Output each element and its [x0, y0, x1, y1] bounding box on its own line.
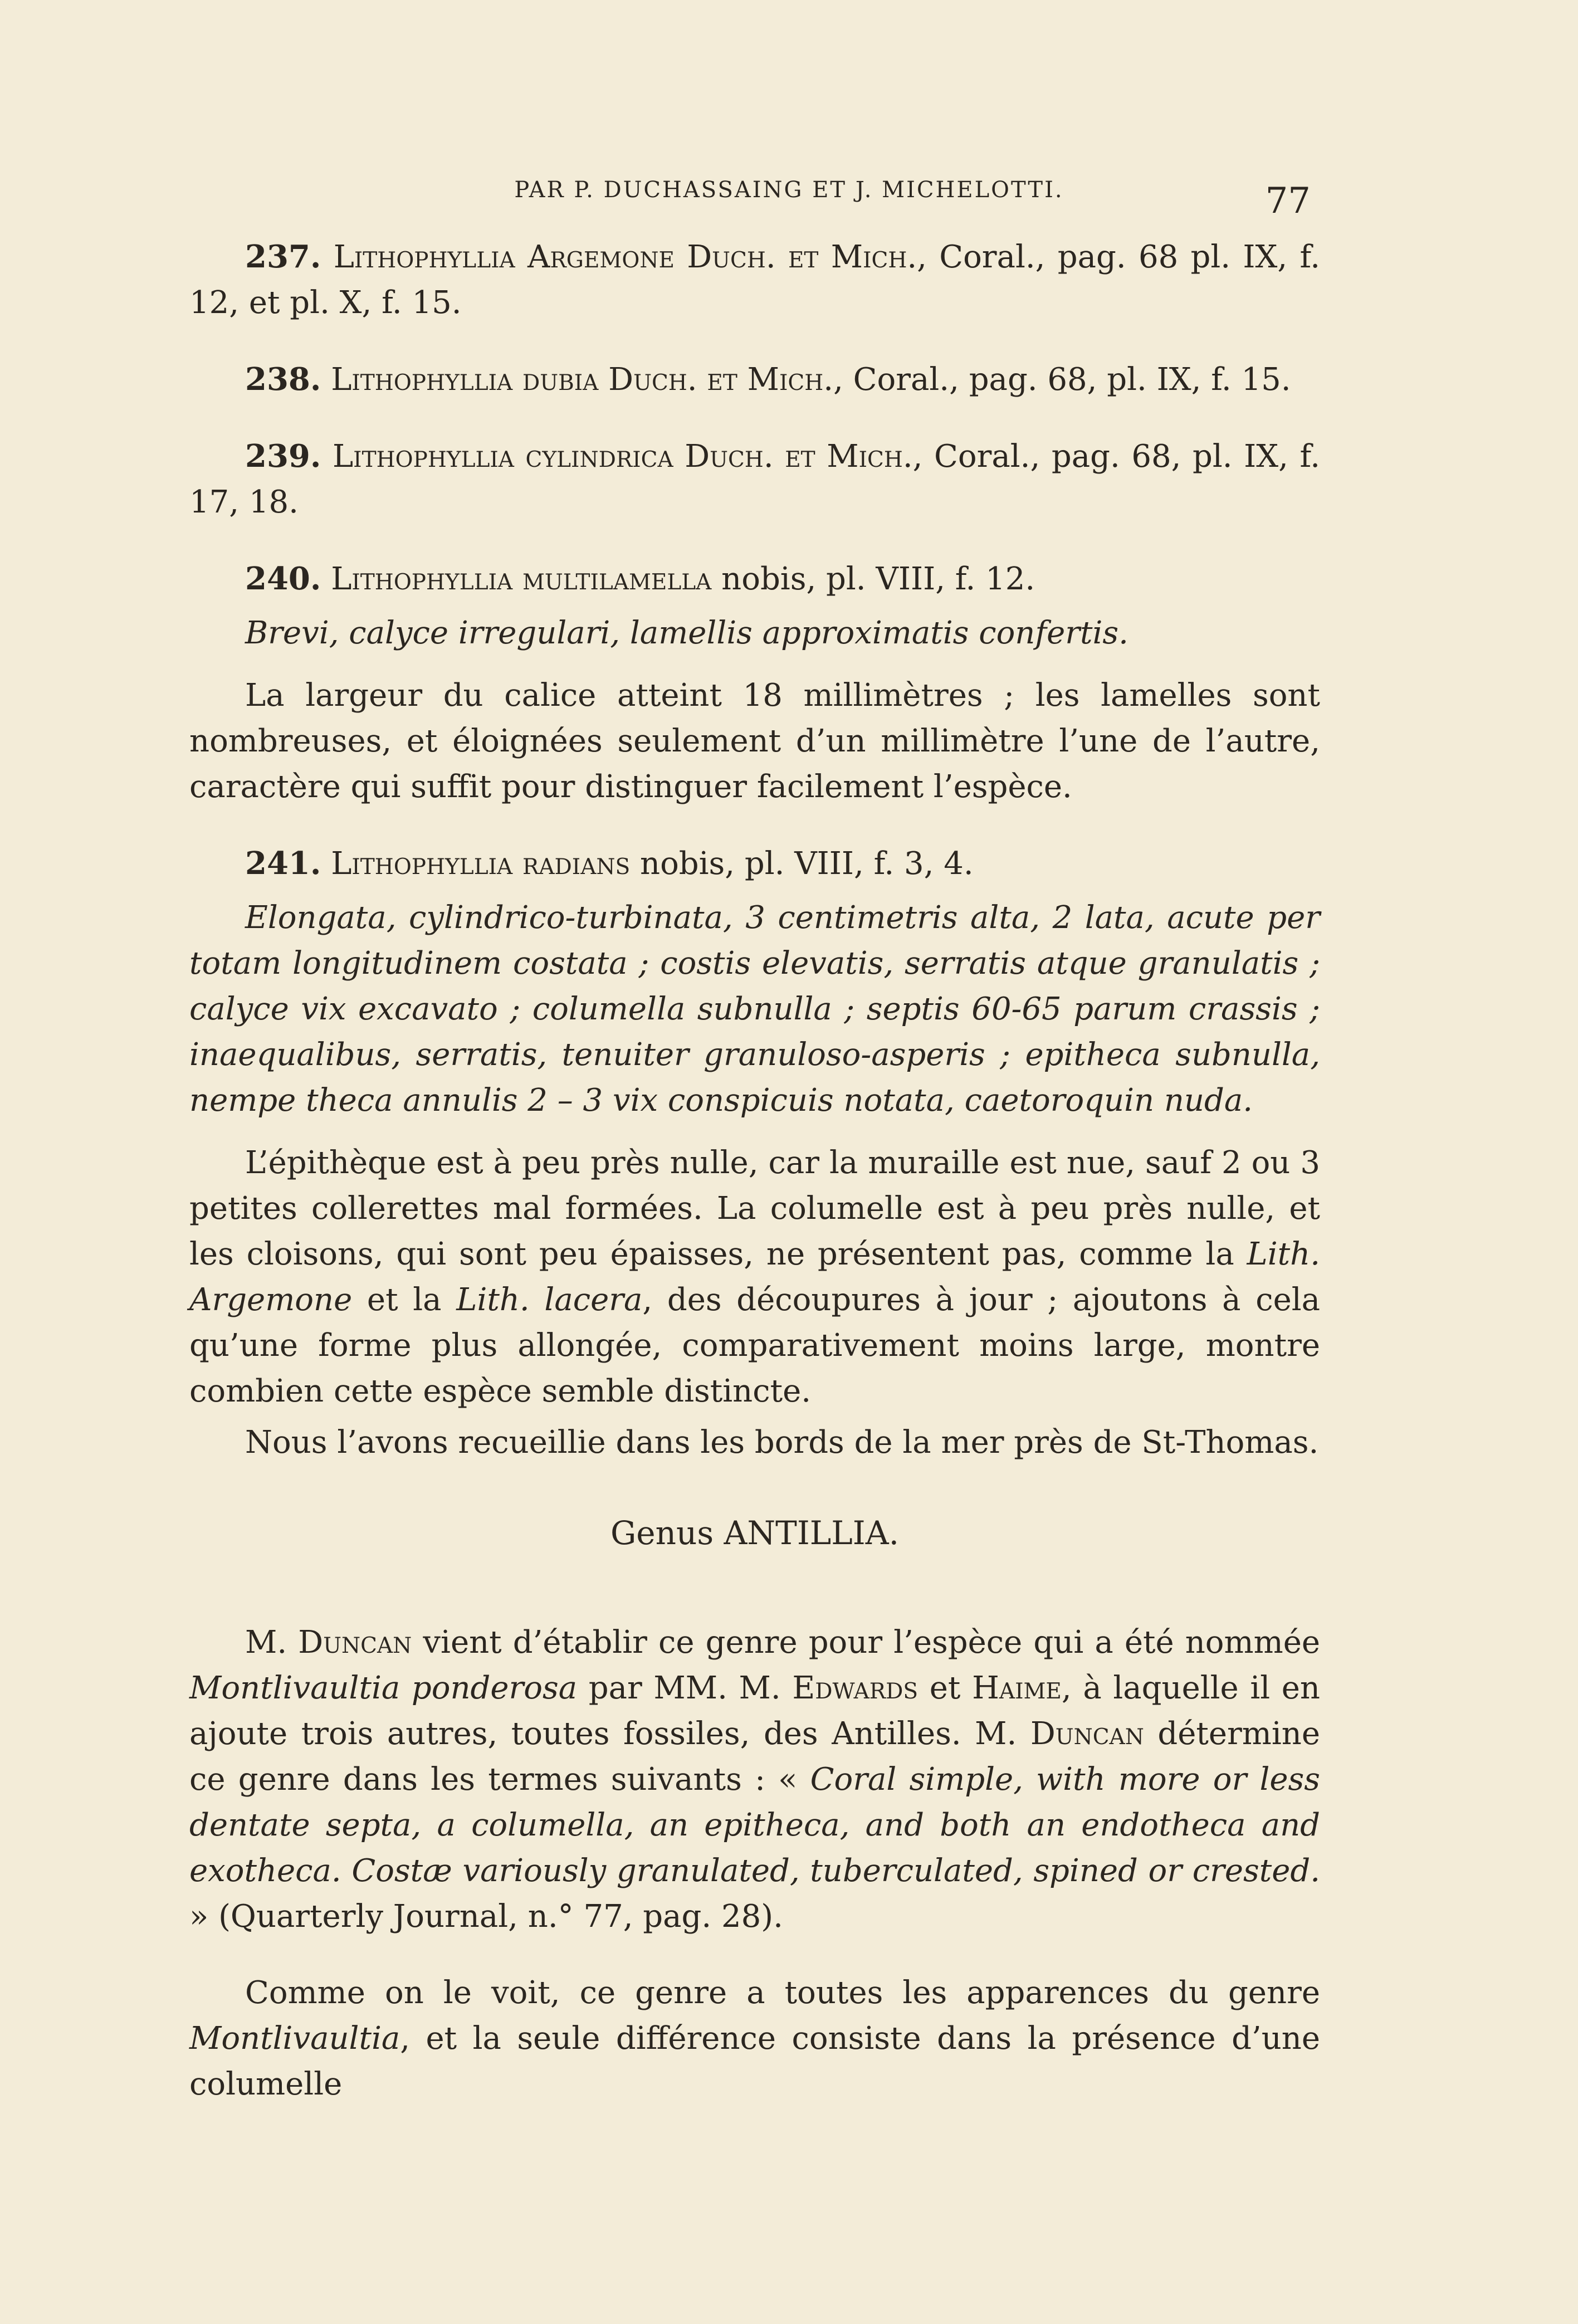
antillia-paragraph-2: [189, 1970, 1320, 2107]
author-name: Duncan: [298, 1624, 412, 1661]
entry-number: 241.: [245, 845, 321, 882]
authors: Duch. et Mich.: [608, 362, 834, 398]
author-name: Edwards: [792, 1670, 919, 1706]
text: détermine ce genre dans les termes suivants : «: [189, 1716, 1321, 1798]
entry-241: [189, 841, 1320, 887]
author-name: Duncan: [1030, 1716, 1144, 1752]
entry-239: [189, 433, 1320, 525]
species-name: cylindrica: [525, 438, 673, 475]
description-241: [189, 1140, 1320, 1414]
genus-heading: Genus ANTILLIA.: [610, 1514, 900, 1552]
entry-238: [189, 357, 1320, 403]
text: M.: [245, 1624, 299, 1661]
text: , des découpures à jour ; ajoutons à cela qu’une forme plus allongée, comparativement moins large, montre combien cette espèce semble distincte.: [189, 1282, 1321, 1409]
genus-name: Lithophyllia: [332, 438, 514, 475]
species-name: dubia: [522, 362, 599, 398]
running-head: PAR P. DUCHASSAING ET J. MICHELOTTI.: [514, 177, 1064, 203]
text: , à laquelle il en ajoute trois autres, toutes fossiles, des Antilles. M.: [189, 1670, 1320, 1752]
text: , et la seule différence consiste dans la présence d’une columelle: [189, 2020, 1320, 2102]
reference: nobis, pl. VIII, f. 12.: [711, 561, 1035, 597]
text: » (Quarterly Journal, n.° 77, pag. 28).: [189, 1898, 783, 1935]
entry-240: [189, 556, 1320, 602]
latin-diagnosis-240: Brevi, calyce irregulari, lamellis approximatis confertis.: [245, 615, 1128, 651]
entry-237: [189, 234, 1320, 326]
text: et la: [352, 1282, 457, 1318]
reference: , Coral., pag. 68, pl. IX, f. 15.: [833, 362, 1291, 398]
text: par MM. M.: [577, 1670, 793, 1706]
authors: Duch. et Mich.: [685, 438, 913, 475]
author-name: Haime: [972, 1670, 1062, 1706]
entry-number: 239.: [245, 438, 321, 475]
entry-number: 237.: [245, 238, 321, 275]
genus-name: Lithophyllia: [333, 239, 515, 275]
species-name: multilamella: [522, 561, 712, 597]
authors: Duch. et Mich.: [687, 239, 917, 275]
text: vient d’établir ce genre pour l’espèce qui a été nommée: [412, 1624, 1321, 1661]
taxon-ref: Montlivaultia ponderosa: [189, 1670, 578, 1706]
antillia-paragraph-1: [189, 1620, 1320, 1940]
genus-name: Lithophyllia: [331, 846, 513, 882]
taxon-ref: Montlivaultia: [189, 2020, 400, 2057]
text: L’épithèque est à peu près nulle, car la muraille est nue, sauf 2 ou 3 petites collerettes mal formées. La columelle est à peu près nulle, et les cloisons, qui sont peu épaisses, ne présentent pas, comme la: [189, 1145, 1320, 1272]
entry-number: 240.: [245, 560, 321, 597]
species-name: Argemone: [527, 239, 675, 275]
text: et: [918, 1670, 973, 1706]
page-body: [189, 234, 1320, 2138]
genus-name: Lithophyllia: [331, 362, 513, 398]
text: Comme on le voit, ce genre a toutes les apparences du genre: [245, 1975, 1320, 2011]
latin-diagnosis-241: Elongata, cylindrico-turbinata, 3 centimetris alta, 2 lata, acute per totam longitudinem costata ; costis elevatis, serratis atque granulatis ; calyce vix excavato ; columella subnulla ; septis 60-65 parum crassis ; inaequalibus, serratis, tenuiter granuloso-asperis ; epitheca subnulla, nempe theca annulis 2 – 3 vix conspicuis notata, caetoroquin nuda.: [189, 900, 1320, 1119]
reference: nobis, pl. VIII, f. 3, 4.: [630, 846, 974, 882]
page-number: 77: [1265, 180, 1311, 222]
page-header: [0, 177, 1578, 222]
taxon-ref: Lith. Argemone: [189, 1236, 1320, 1318]
species-name: radians: [522, 846, 631, 882]
taxon-ref: Lith. lacera: [456, 1282, 643, 1318]
description-240: La largeur du calice atteint 18 millimètres ; les lamelles sont nombreuses, et éloignées seulement d’un millimètre l’une de l’autre, caractère qui suffit pour distinguer facilement l’espèce.: [189, 677, 1320, 805]
locality-241: Nous l’avons recueillie dans les bords de la mer près de St-Thomas.: [245, 1424, 1319, 1461]
genus-name: Lithophyllia: [331, 561, 513, 597]
reference: , Coral., pag. 68 pl. IX, f. 12, et pl. X, f. 15.: [189, 239, 1320, 321]
english-quote: Coral simple, with more or less dentate septa, a columella, an epitheca, and both an endotheca and exotheca. Costæ variously granulated, tuberculated, spined or crested.: [189, 1761, 1320, 1889]
entry-number: 238.: [245, 361, 321, 398]
reference: , Coral., pag. 68, pl. IX, f. 17, 18.: [189, 438, 1321, 520]
